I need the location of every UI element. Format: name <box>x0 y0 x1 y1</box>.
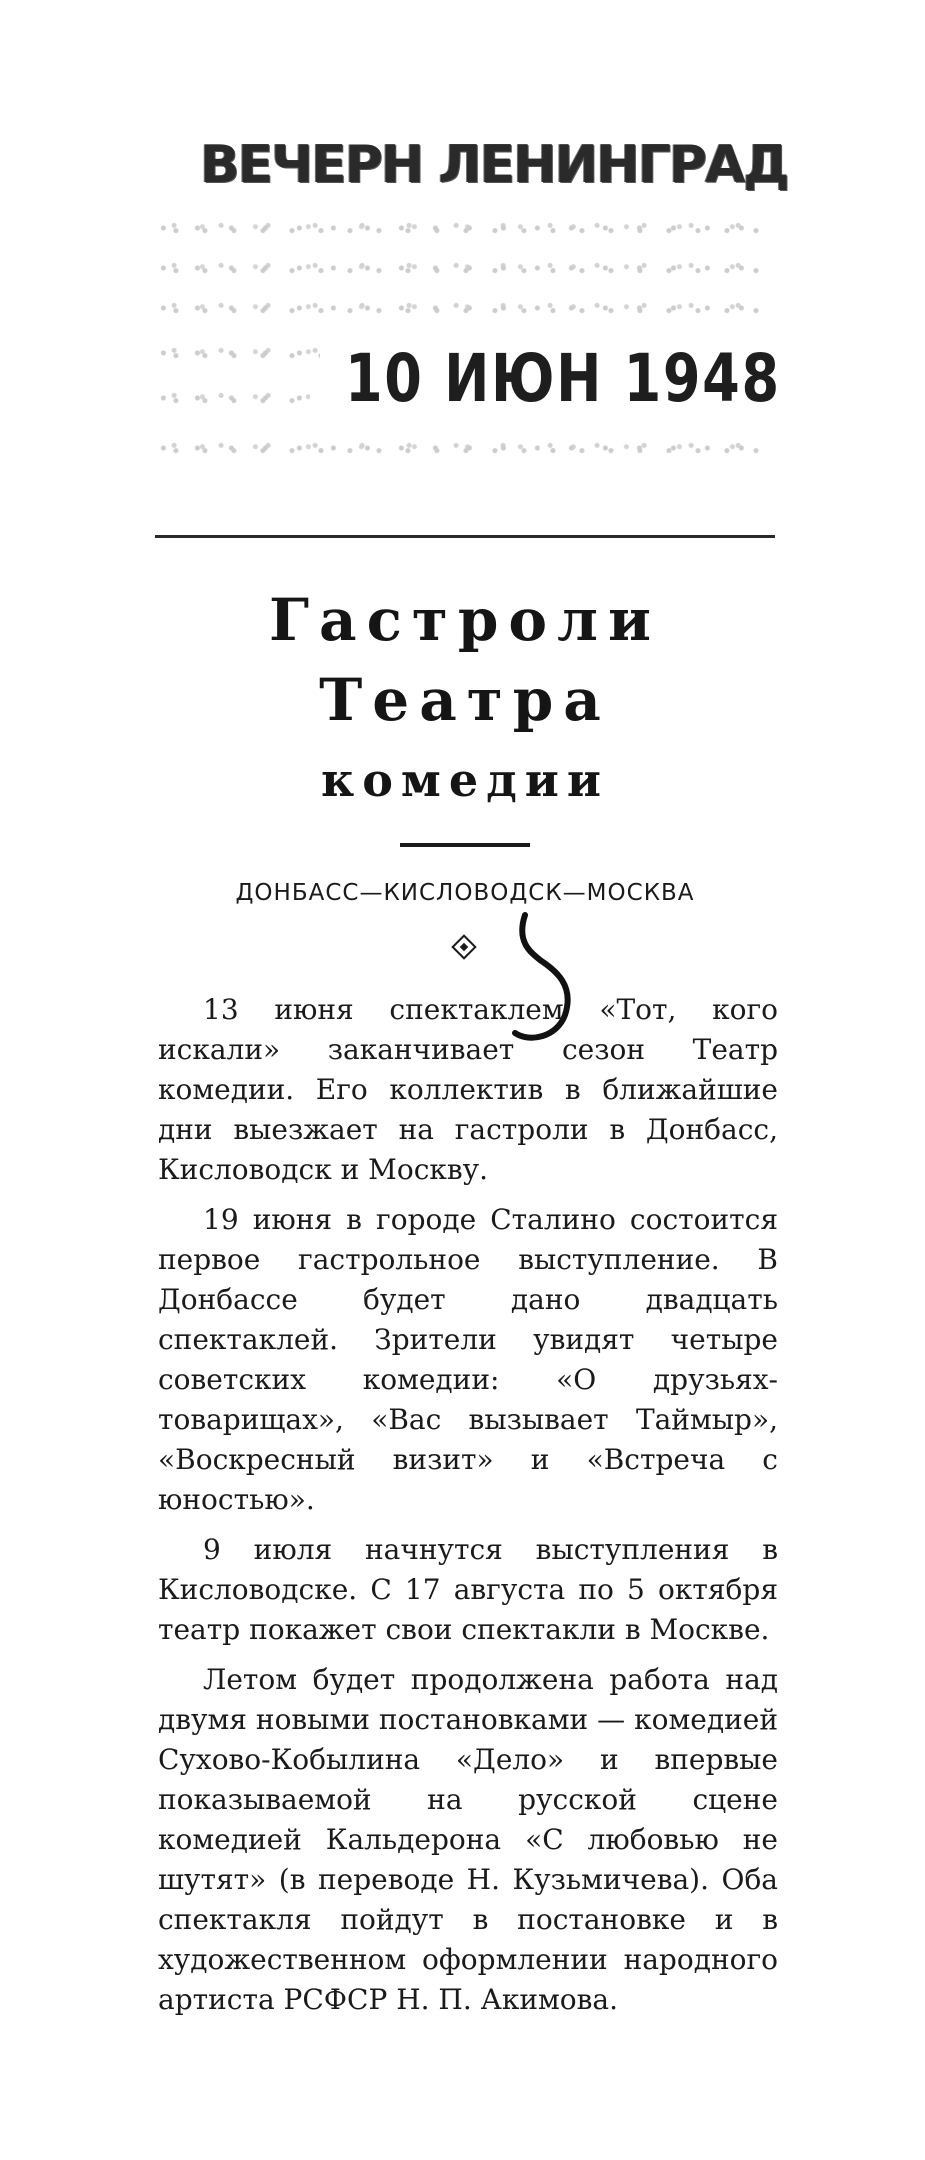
article-paragraph: 9 июля начнутся выступления в Кисловодске. С 17 августа по 5 октября театр покажет свои спектакли в Москве. <box>158 1533 778 1646</box>
stamp-noise-3 <box>160 295 770 321</box>
article-body <box>158 990 778 2030</box>
stamp-noise-5 <box>160 385 310 411</box>
headline-rule <box>400 843 530 847</box>
date-stamp: 10 ИЮН 1948 <box>345 340 781 417</box>
masthead-stamp <box>150 115 788 515</box>
article-paragraph: 13 июня спектаклем «Тот, кого искали» заканчивает сезон Театр комедии. Его коллектив в ближайшие дни выезжает на гастроли в Донбасс, Кисловодск и Москву. <box>158 993 778 1186</box>
newspaper-name: ВЕЧЕРН ЛЕНИНГРАД <box>200 135 788 195</box>
diamond-ornament-icon <box>451 934 476 959</box>
stamp-noise-2 <box>160 255 770 281</box>
headline-line-3: комедии <box>320 753 610 807</box>
stamp-noise-6 <box>160 435 770 461</box>
headline-line-1: Гастроли <box>268 586 662 654</box>
article-paragraph: Летом будет продолжена работа над двумя новыми постановками — комедией Сухово-Кобылина «Дело» и впервые показываемой на русской сцене комедией Кальдерона «С любовью не шутят» (в переводе Н. Кузьмичева). Оба спектакля пойдут в постановке и в художественном оформлении народного артиста РСФСР Н. П. Акимова. <box>158 1663 778 2016</box>
route-subheading: ДОНБАСС—КИСЛОВОДСК—МОСКВА <box>235 880 695 906</box>
stamp-noise-1 <box>160 215 770 241</box>
top-rule <box>155 535 775 538</box>
headline-line-2: Театра <box>319 666 611 734</box>
article-paragraph: 19 июня в городе Сталино состоится первое гастрольное выступление. В Донбассе будет дано двадцать спектаклей. Зрители увидят четыре советских комедии: «О друзьях-товарищах», «Вас вызывает Таймыр», «Воскресный визит» и «Встреча с юностью». <box>158 1203 778 1516</box>
stamp-noise-4 <box>160 340 320 366</box>
article-headline <box>155 580 775 820</box>
